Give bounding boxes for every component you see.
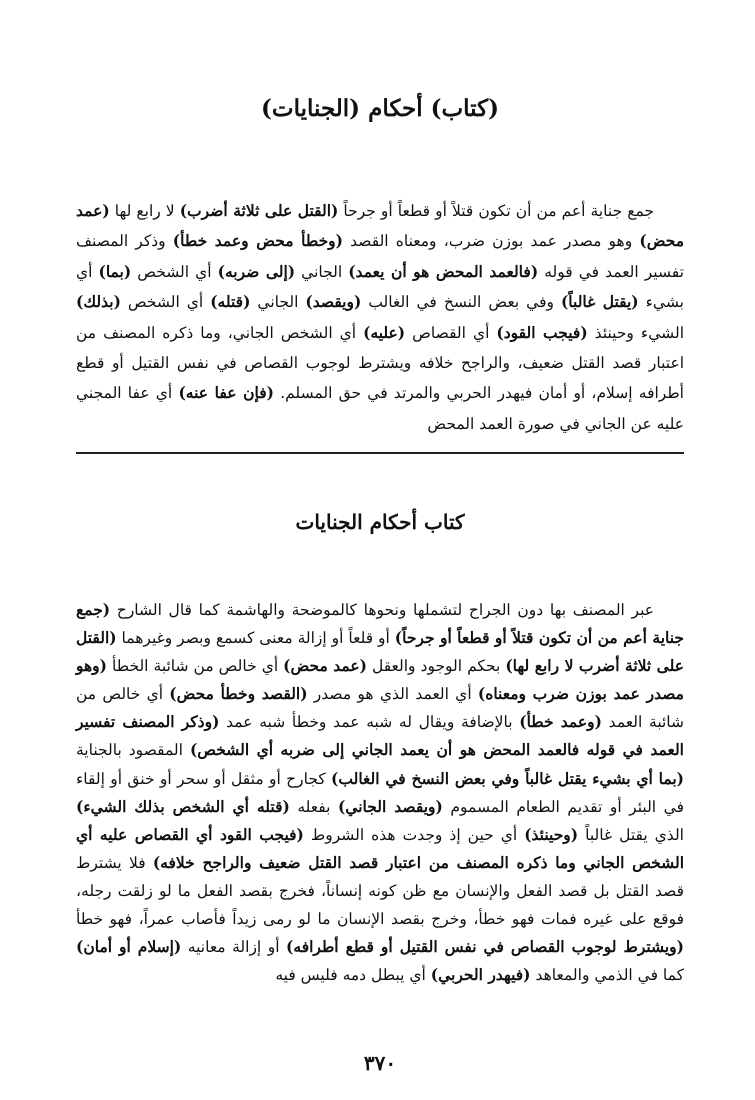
commentary-text: عبر المصنف بها دون الجراح لتشملها ونحوها كالموضحة والهاشمة كما قال الشارح	[110, 601, 654, 619]
bold-matn-phrase: (قتله)	[210, 292, 251, 312]
bold-matn-phrase: (يقتل غالباً)	[560, 292, 639, 312]
bold-matn-phrase: (القتل على ثلاثة أضرب لا رابع لها)	[76, 628, 684, 676]
bold-matn-phrase: (ويقصد)	[305, 292, 362, 312]
bold-matn-phrase: (عمد محض)	[76, 201, 685, 251]
commentary-text: الشيء وحينئذ	[587, 323, 684, 342]
commentary-text: بالإضافة ويقال له شبه عمد وخطأ شبه عمد	[219, 713, 520, 732]
commentary-text: وهو مصدر عمد بوزن ضرب، ومعناه القصد	[343, 232, 640, 251]
bold-matn-phrase: (فإن عفا عنه)	[178, 383, 274, 403]
commentary-text: وذكر المصنف تفسير العمد في قوله	[76, 232, 684, 281]
commentary-text: أي حين إذ وجدت هذه الشروط	[303, 825, 525, 844]
commentary-text: وفي بعض النسخ في الغالب	[361, 293, 561, 312]
bold-matn-phrase: (وعمد خطأ)	[519, 712, 602, 732]
explanation-paragraph	[76, 596, 684, 989]
bold-matn-phrase: (فالعمد المحض هو أن يعمد)	[348, 261, 539, 281]
section-divider	[76, 452, 684, 454]
commentary-text: كما في الذمي والمعاهد	[530, 966, 684, 985]
bold-matn-phrase: (جمع جناية أعم من أن تكون قتلاً أو قطعاً أو جرحاً)	[76, 600, 684, 648]
commentary-text: الجاني	[250, 293, 306, 312]
commentary-text: أي العمد الذي هو مصدر	[307, 685, 478, 704]
section-title: كتاب أحكام الجنايات	[295, 510, 465, 534]
commentary-text: أي الشخص	[120, 293, 211, 312]
commentary-text: لا رابع لها	[109, 202, 180, 220]
commentary-text: أي خالص من شائبة العمد	[76, 685, 685, 732]
bold-matn-phrase: (وخطأ محض وعمد خطأ)	[172, 231, 343, 251]
bold-matn-phrase: (فيجب القود)	[496, 322, 588, 342]
commentary-text: أي الشخص الجاني، وما ذكره المصنف من اعتبار قصد القتل ضعيف، والراجح خلافه ويشترط لوجوب القصاص في نفس القتيل أو قطع أطرافه إسلام، أو أمان فيهدر الحربي والمرتد في حق المسلم.	[76, 323, 684, 403]
commentary-text: أي القصاص	[405, 323, 497, 342]
bold-matn-phrase: (عليه)	[363, 322, 406, 342]
bold-matn-phrase: (وحينئذ)	[524, 824, 579, 844]
bold-matn-phrase: (ويشترط لوجوب القصاص في نفس القتيل أو قطع أطرافه)	[286, 937, 685, 957]
chapter-title: (كتاب) أحكام (الجنايات)	[261, 95, 499, 122]
commentary-text: الذي يقتل غالباً	[578, 825, 684, 844]
commentary-text: أي بشيء	[76, 262, 684, 312]
bold-matn-phrase: (بما)	[98, 261, 132, 281]
footnote-commentary-block	[76, 596, 684, 989]
commentary-text: بحكم الوجود والعقل	[366, 657, 506, 676]
commentary-text: كجارح أو مثقل أو سحر أو خنق أو إلقاء في البئر أو تقديم الطعام المسموم	[76, 769, 684, 816]
commentary-text: أو إزالة معانيه	[181, 938, 287, 957]
commentary-text: المقصود بالجناية	[76, 741, 190, 760]
commentary-text: أي عفا المجني عليه عن الجاني في صورة العمد المحض	[76, 384, 684, 433]
commentary-text: أي يبطل دمه فليس فيه	[275, 966, 431, 985]
commentary-paragraph	[76, 196, 684, 439]
bold-matn-phrase: (القتل على ثلاثة أضرب)	[179, 201, 339, 220]
commentary-text: أو قلعاً أو إزالة معنى كسمع وبصر وغيرهما	[116, 629, 395, 648]
bold-matn-phrase: (وهو مصدر عمد بوزن ضرب ومعناه)	[76, 656, 684, 704]
commentary-text: بفعله	[289, 797, 338, 816]
bold-matn-phrase: (وذكر المصنف تفسير العمد في قوله فالعمد المحض هو أن يعمد الجاني إلى ضربه أي الشخص)	[76, 712, 684, 760]
bold-matn-phrase: (بما أي بشيء يقتل غالباً وفي بعض النسخ في الغالب)	[331, 768, 684, 788]
bold-matn-phrase: (بذلك)	[76, 292, 121, 312]
bold-matn-phrase: (ويقصد الجاني)	[337, 796, 443, 816]
commentary-text: جمع جناية أعم من أن تكون قتلاً أو قطعاً أو جرحاً	[338, 202, 655, 220]
commentary-text: الجاني	[295, 262, 349, 281]
bold-matn-phrase: (فيهدر الحربي)	[430, 965, 531, 985]
commentary-text: أي الشخص	[131, 262, 218, 281]
bold-matn-phrase: (القصد وخطأ محض)	[169, 684, 308, 704]
bold-matn-phrase: (إلى ضربه)	[217, 261, 296, 281]
bold-matn-phrase: (إسلام أو أمان)	[76, 937, 182, 957]
commentary-text: فلا يشترط قصد القتل بل قصد الفعل والإنسان مع ظن كونه إنساناً، فخرج بقصد الفعل ما لو زلقت رجله، فوقع على غيره فمات فهو خطأ، وخرج بقصد الإنسان ما لو رمى زيداً فأصاب عمراً، فهو خطأ	[76, 853, 684, 929]
bold-matn-phrase: (فيجب القود أي القصاص عليه أي الشخص الجاني وما ذكره المصنف من اعتبار قصد القتل ضعيف والراجح خلافه)	[76, 824, 684, 872]
bold-matn-phrase: (عمد محض)	[283, 656, 367, 676]
page-number: ٣٧٠	[363, 1051, 397, 1075]
matn-commentary-block	[76, 196, 684, 439]
commentary-text: أي خالص من شائبة الخطأ	[107, 657, 284, 676]
bold-matn-phrase: (قتله أي الشخص بذلك الشيء)	[76, 796, 290, 816]
